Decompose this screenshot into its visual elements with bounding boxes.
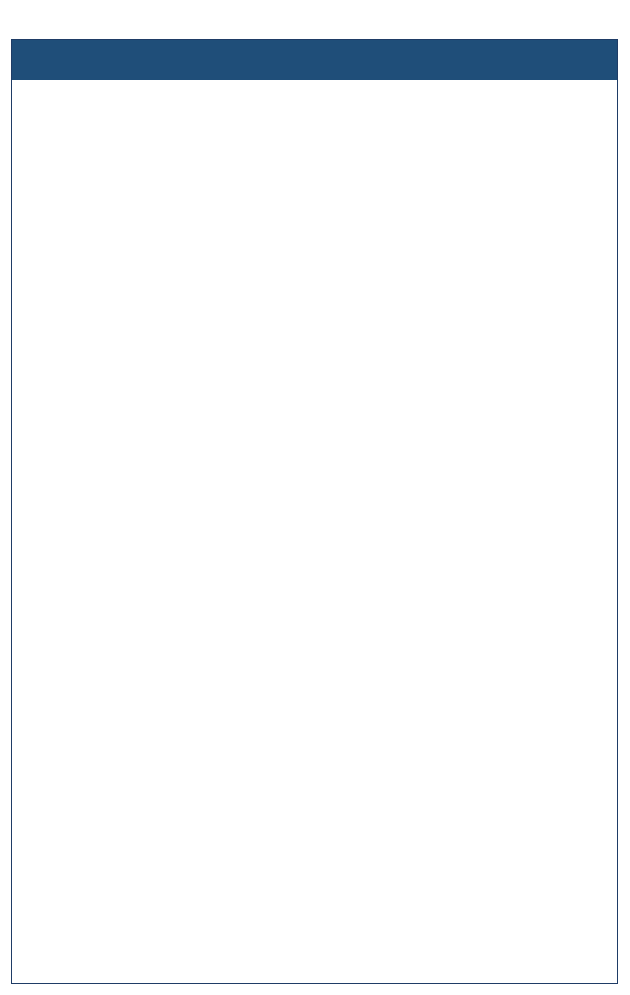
token-table (11, 39, 618, 984)
table-header (12, 40, 617, 80)
